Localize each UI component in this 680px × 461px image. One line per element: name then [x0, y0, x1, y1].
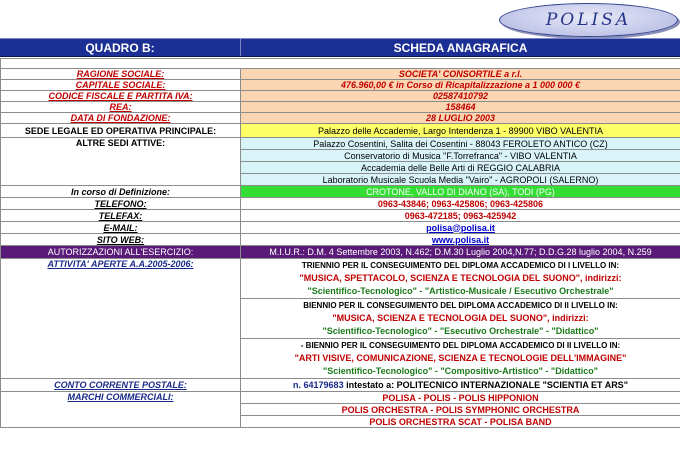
label-marchi: MARCHI COMMERCIALI:	[1, 392, 241, 428]
label-telefax: TELEFAX:	[1, 210, 241, 222]
value-capitale: 476.960,00 € in Corso di Ricapitalizzazione a 1 000 000 €	[241, 80, 680, 91]
attivita-3-line-3: "Scientifico-Tecnologico" - "Compositivo-Artistico" - "Didattico"	[323, 365, 598, 376]
value-ragione: SOCIETA' CONSORTILE a r.l.	[241, 69, 680, 80]
label-sito: SITO WEB:	[1, 234, 241, 246]
marchi-line-2: POLIS ORCHESTRA - POLIS SYMPHONIC ORCHESTRA	[241, 404, 680, 416]
anagrafica-table	[0, 58, 680, 428]
label-incorso: In corso di Definizione:	[1, 186, 241, 198]
value-altre-4: Laboratorio Musicale Scuola Media "Vairo" - AGROPOLI (SALERNO)	[241, 174, 680, 186]
row-attivita-1	[1, 259, 680, 299]
row-telefax	[1, 210, 680, 222]
label-codice: CODICE FISCALE E PARTITA IVA:	[1, 91, 241, 102]
label-telefono: TELEFONO:	[1, 198, 241, 210]
row-rea	[1, 102, 680, 113]
attivita-block-1	[241, 259, 680, 299]
row-altre-1	[1, 138, 680, 150]
website-link[interactable]: www.polisa.it	[431, 234, 490, 245]
label-data: DATA DI FONDAZIONE:	[1, 113, 241, 124]
row-conto	[1, 379, 680, 392]
value-sede: Palazzo delle Accademie, Largo Intendenza 1 - 89900 VIBO VALENTIA	[241, 124, 680, 138]
logo-text: POLISA	[545, 10, 632, 30]
attivita-1-line-2: "MUSICA, SPETTACOLO, SCIENZA E TECNOLOGIA DEL SUONO", indirizzi:	[299, 273, 622, 284]
attivita-2-line-1: BIENNIO PER IL CONSEGUIMENTO DEL DIPLOMA ACCADEMICO DI II LIVELLO IN:	[303, 300, 618, 310]
row-incorso	[1, 186, 680, 198]
value-incorso: CROTONE, VALLO DI DIANO (SA), TODI (PG)	[241, 186, 680, 198]
attivita-1-line-1: TRIENNIO PER IL CONSEGUIMENTO DEL DIPLOMA ACCADEMICO DI I LIVELLO IN:	[301, 260, 620, 270]
attivita-1-line-3: "Scientifico-Tecnologico" - "Artistico-Musicale / Esecutivo Orchestrale"	[307, 285, 614, 296]
email-link[interactable]: polisa@polisa.it	[426, 222, 495, 233]
marchi-line-1: POLISA - POLIS - POLIS HIPPONION	[241, 392, 680, 404]
value-rea: 158464	[241, 102, 680, 113]
value-autorizzazioni: M.I.U.R.: D.M. 4 Settembre 2003, N.462; D.M.30 Luglio 2004,N.77; D.D.G.28 luglio 2004, N.259	[241, 246, 680, 259]
attivita-3-line-2: "ARTI VISIVE, COMUNICAZIONE, SCIENZA E TECNOLOGIE DELL'IMMAGINE"	[294, 353, 627, 364]
label-altre: ALTRE SEDI ATTIVE:	[1, 138, 241, 186]
label-email: E-MAIL:	[1, 222, 241, 234]
value-altre-1: Palazzo Cosentini, Salita dei Cosentini - 88043 FEROLETO ANTICO (CZ)	[241, 138, 680, 150]
conto-intestazione: intestato a: POLITECNICO INTERNAZIONALE "SCIENTIA ET ARS"	[343, 380, 628, 390]
marchi-line-3: POLIS ORCHESTRA SCAT - POLISA BAND	[241, 416, 680, 428]
value-codice: 02587410792	[241, 91, 680, 102]
attivita-block-2	[241, 299, 680, 339]
row-autorizzazioni	[1, 246, 680, 259]
value-telefono: 0963-43846; 0963-425806; 0963-425806	[241, 198, 680, 210]
value-telefax: 0963-472185; 0963-425942	[241, 210, 680, 222]
header-left: QUADRO B:	[0, 39, 241, 56]
conto-number: n. 64179683	[293, 380, 344, 390]
value-conto	[241, 379, 680, 392]
row-sede	[1, 124, 680, 138]
attivita-2-line-2: "MUSICA, SCIENZA E TECNOLOGIA DEL SUONO", indirizzi:	[332, 313, 589, 324]
header-right: SCHEDA ANAGRAFICA	[393, 40, 528, 55]
label-rea: REA:	[1, 102, 241, 113]
value-data: 28 LUGLIO 2003	[241, 113, 680, 124]
label-ragione: RAGIONE SOCIALE:	[1, 69, 241, 80]
attivita-3-line-1: - BIENNIO PER IL CONSEGUIMENTO DEL DIPLOMA ACCADEMICO DI II LIVELLO IN:	[300, 340, 621, 350]
row-sito	[1, 234, 680, 246]
polisa-logo	[499, 3, 678, 37]
spacer-row	[1, 59, 680, 69]
row-telefono	[1, 198, 680, 210]
label-sede: SEDE LEGALE ED OPERATIVA PRINCIPALE:	[1, 124, 241, 138]
label-autorizzazioni: AUTORIZZAZIONI ALL'ESERCIZIO:	[1, 246, 241, 259]
row-codice	[1, 91, 680, 102]
label-attivita: ATTIVITA' APERTE A.A.2005-2006:	[1, 259, 241, 379]
row-data	[1, 113, 680, 124]
attivita-2-line-3: "Scientifico-Tecnologico" - "Esecutivo Orchestrale" - "Didattico"	[322, 325, 599, 336]
section-header	[0, 38, 680, 57]
value-altre-2: Conservatorio di Musica "F.Torrefranca" - VIBO VALENTIA	[241, 150, 680, 162]
value-altre-3: Accademia delle Belle Arti di REGGIO CALABRIA	[241, 162, 680, 174]
attivita-block-3	[241, 339, 680, 379]
row-marchi-1	[1, 392, 680, 404]
row-capitale	[1, 80, 680, 91]
row-email	[1, 222, 680, 234]
label-capitale: CAPITALE SOCIALE:	[1, 80, 241, 91]
row-ragione	[1, 69, 680, 80]
label-conto: CONTO CORRENTE POSTALE:	[1, 379, 241, 392]
